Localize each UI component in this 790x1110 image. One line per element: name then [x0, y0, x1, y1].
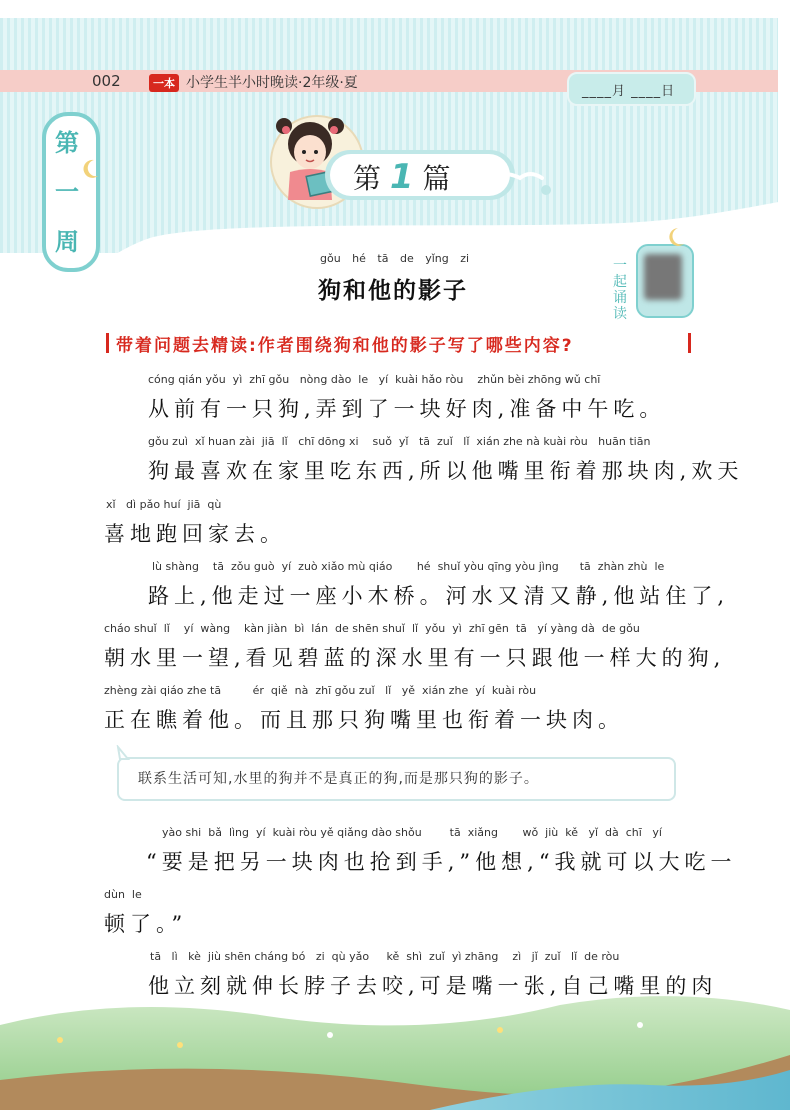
article-number	[353, 157, 451, 197]
qr-code-icon[interactable]	[644, 254, 682, 300]
note-text: 联系生活可知,水里的狗并不是真正的狗,而是那只狗的影子。	[138, 771, 539, 787]
pinyin-line: lù shàng tā zǒu guò yí zuò xiǎo mù qiáo hé shuǐ yòu qīng yòu jìng tā zhàn zhù le	[152, 560, 665, 573]
book-title: 小学生半小时晚读·2年级·夏	[186, 75, 358, 91]
week-char-1: 第	[55, 129, 79, 157]
text-line: 顿了。”	[104, 912, 188, 936]
pinyin-line: cháo shuǐ lǐ yí wàng kàn jiàn bì lán de shēn shuǐ lǐ yǒu yì zhī gēn tā yí yàng dà de gǒu	[104, 622, 640, 635]
page-number: 002	[92, 72, 121, 90]
pinyin-line: xǐ dì pǎo huí jiā qù	[106, 498, 222, 511]
text-line: 喜地跑回家去。	[104, 522, 286, 546]
banner-number: 1	[389, 157, 414, 197]
article-title: 狗和他的影子	[318, 278, 468, 304]
moon-icon	[80, 158, 100, 180]
reading-question: 带着问题去精读:作者围绕狗和他的影子写了哪些内容?	[116, 336, 574, 356]
pinyin-line: dùn le	[104, 888, 142, 901]
week-char-2: 一	[55, 178, 79, 206]
date-field: ____月 ____日	[582, 84, 676, 99]
cloud-icon	[470, 160, 560, 200]
pinyin-line: zhèng zài qiáo zhe tā ér qiě nà zhī gǒu zuǐ lǐ yě xián zhe yí kuài ròu	[104, 684, 537, 697]
text-line: 他立刻就伸长脖子去咬,可是嘴一张,自己嘴里的肉	[148, 974, 718, 998]
pinyin-line: yào shi bǎ lìng yí kuài ròu yě qiǎng dào shǒu tā xiǎng wǒ jiù kě yǐ dà chī yí	[162, 826, 662, 839]
text-line: “要是把另一块肉也抢到手,”他想,“我就可以大吃一	[146, 850, 737, 874]
question-bar-right	[688, 333, 691, 353]
text-line: 路上,他走过一座小木桥。河水又清又静,他站住了,	[148, 584, 730, 608]
text-line: 正在瞧着他。而且那只狗嘴里也衔着一块肉。	[104, 708, 624, 732]
week-char-3: 周	[55, 228, 79, 256]
note-tail-icon	[114, 745, 134, 761]
banner-suffix: 篇	[422, 162, 451, 195]
question-bar-left	[106, 333, 109, 353]
title-pinyin: gǒu hé tā de yǐng zi	[320, 252, 470, 265]
pinyin-line: cóng qián yǒu yì zhī gǒu nòng dào le yí kuài hǎo ròu zhǔn bèi zhōng wǔ chī	[148, 373, 601, 386]
banner-prefix: 第	[353, 162, 382, 195]
text-line: 狗最喜欢在家里吃东西,所以他嘴里衔着那块肉,欢天	[148, 459, 744, 483]
grass-water-illustration	[0, 985, 790, 1110]
pinyin-line: gǒu zuì xǐ huan zài jiā lǐ chī dōng xi suǒ yǐ tā zuǐ lǐ xián zhe nà kuài ròu huān tiān	[148, 435, 651, 448]
moon-icon	[662, 226, 688, 248]
recite-label: 一起诵读	[613, 258, 627, 322]
pinyin-line: tā lì kè jiù shēn cháng bó zi qù yǎo kě shì zuǐ yì zhāng zì jǐ zuǐ lǐ de ròu	[150, 950, 620, 963]
brand-logo: 一本	[149, 74, 179, 92]
text-line: 朝水里一望,看见碧蓝的深水里有一只跟他一样大的狗,	[104, 646, 726, 670]
text-line: 从前有一只狗,弄到了一块好肉,准备中午吃。	[148, 397, 666, 421]
